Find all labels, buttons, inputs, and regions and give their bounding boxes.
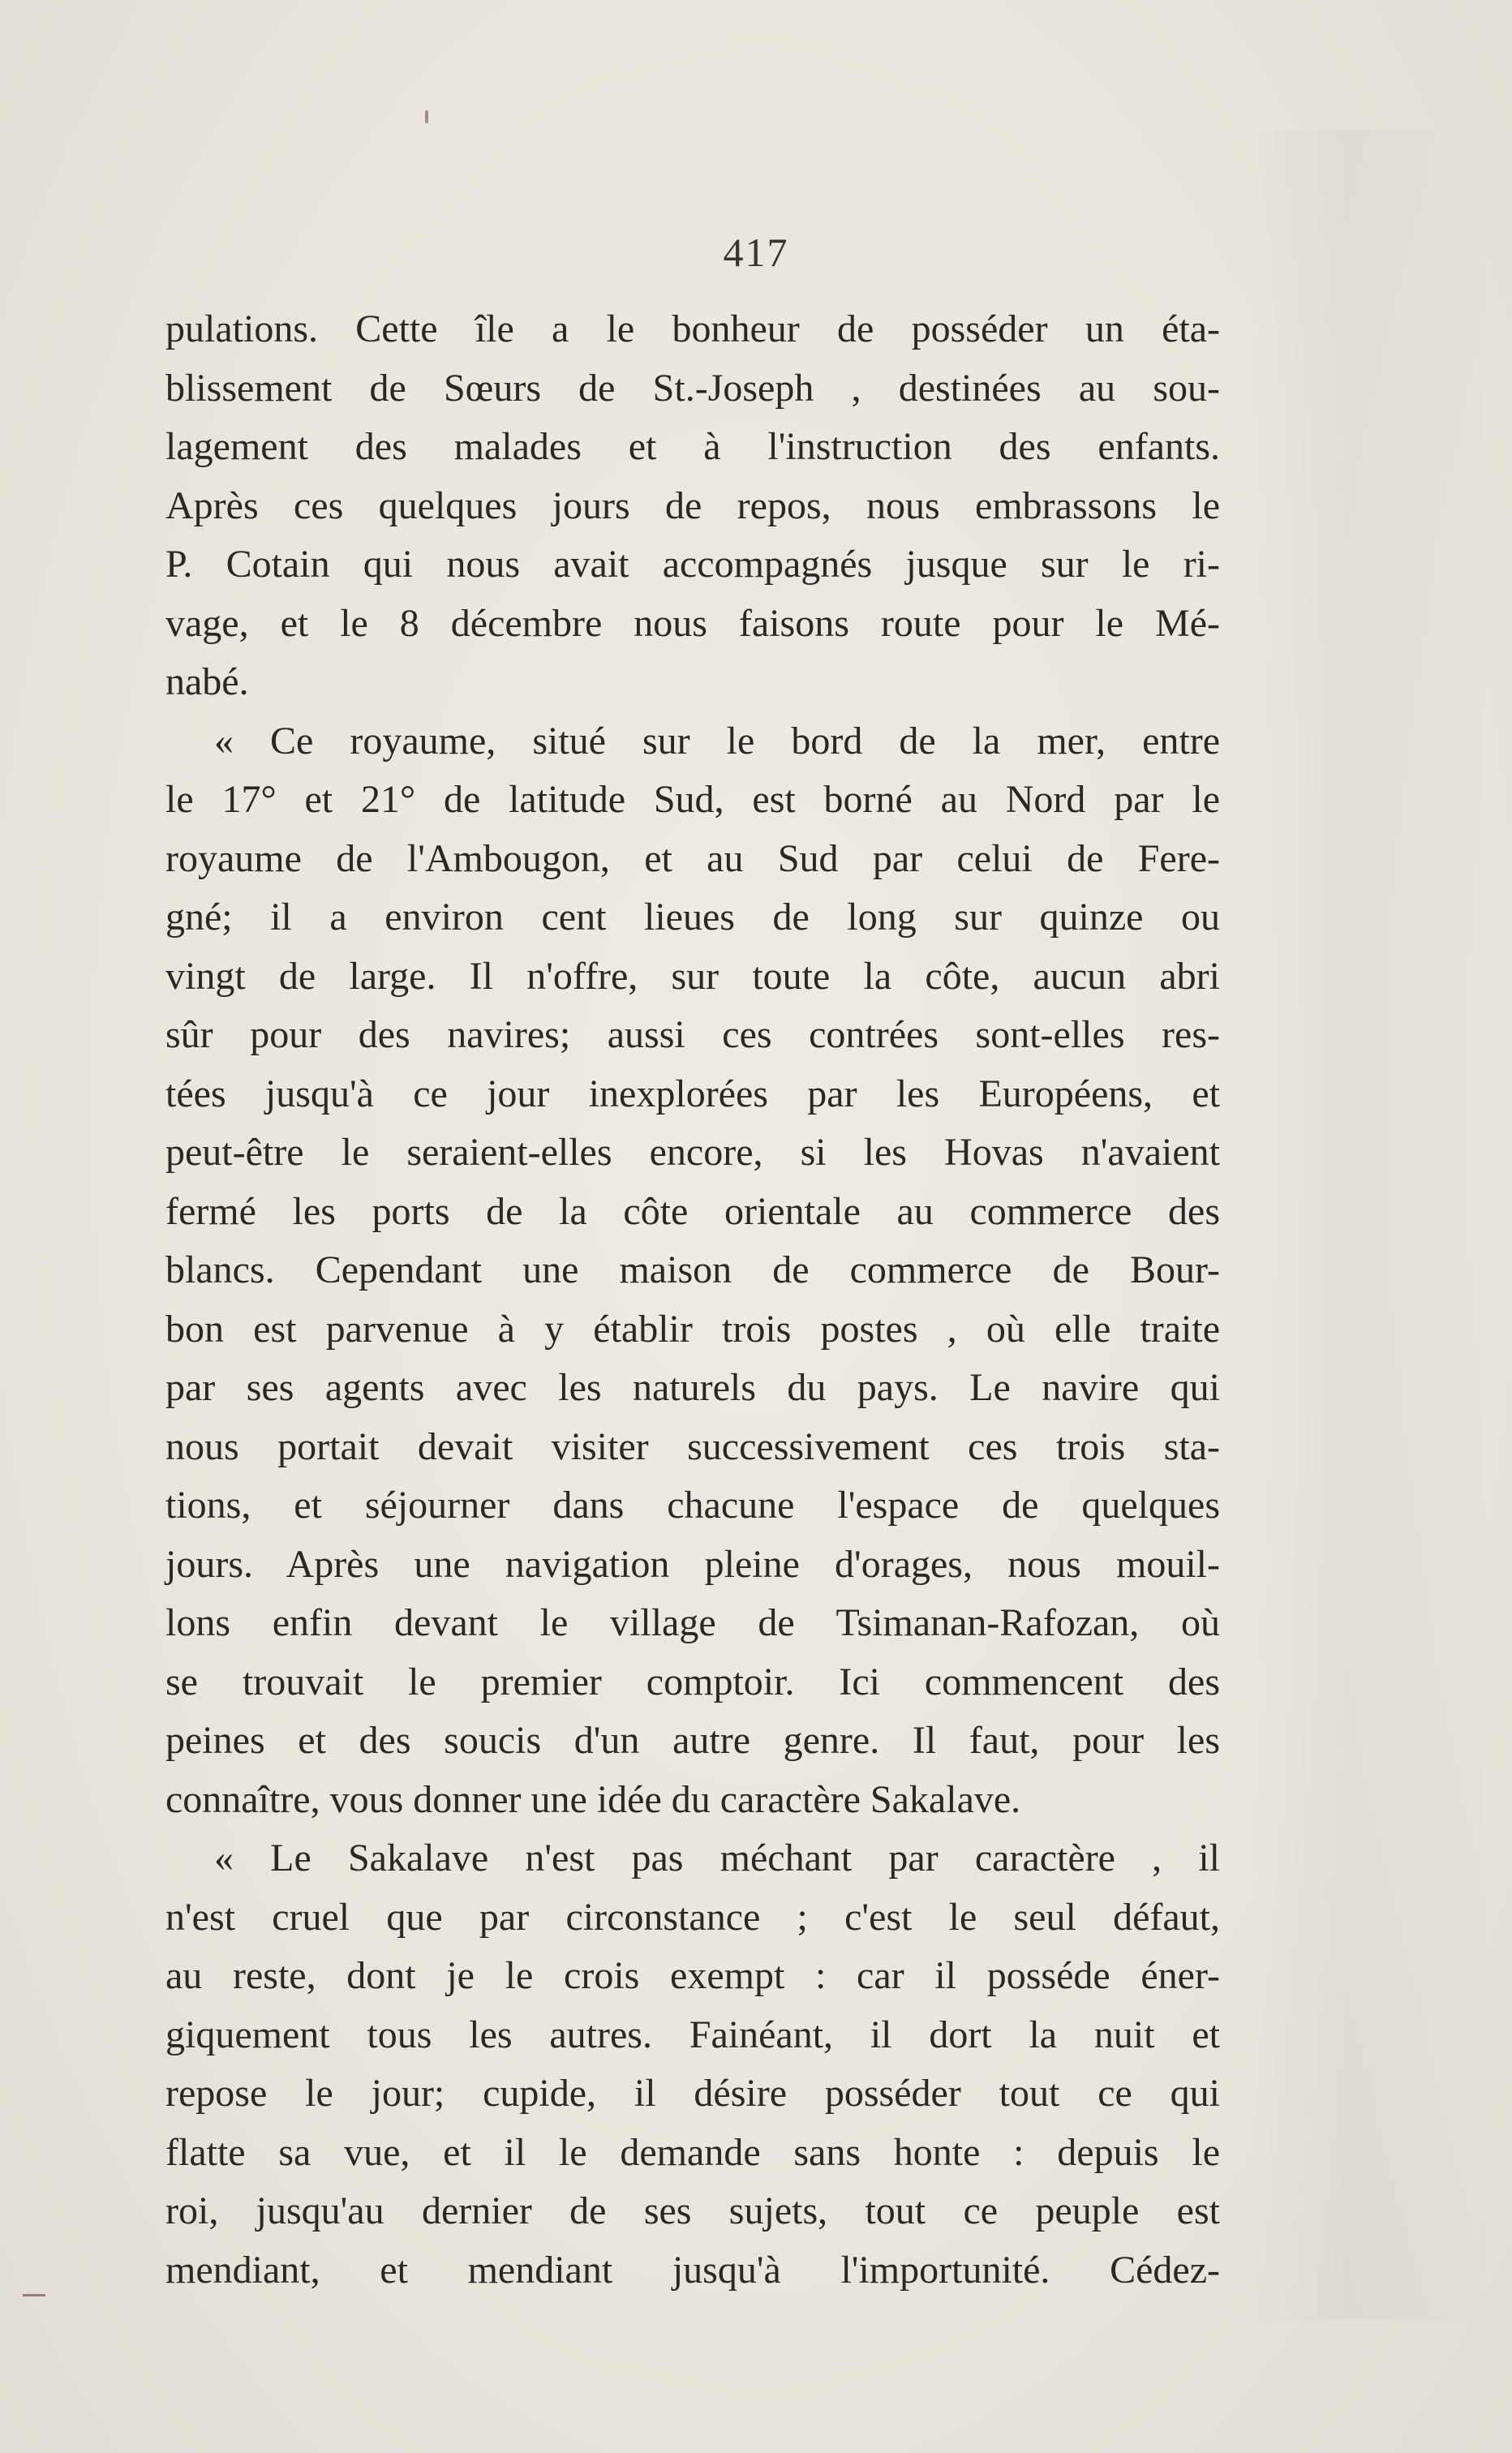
page-number: 417 <box>723 230 789 275</box>
margin-mark <box>23 2294 45 2296</box>
paper-speck <box>425 110 428 123</box>
text-line: par ses agents avec les naturels du pays. Le navire qui <box>165 1366 1220 1409</box>
text-line: vage, et le 8 décembre nous faisons route pour le Mé- <box>165 601 1220 645</box>
text-line: lons enfin devant le village de Tsimanan-Rafozan, où <box>165 1601 1220 1644</box>
text-line: n'est cruel que par circonstance ; c'est le seul défaut, <box>165 1895 1220 1939</box>
show-through-shadow <box>1249 130 1493 2320</box>
text-line: jours. Après une navigation pleine d'orages, nous mouil- <box>165 1542 1220 1586</box>
text-line: repose le jour; cupide, il désire posséder tout ce qui <box>165 2072 1220 2115</box>
text-line: royaume de l'Ambougon, et au Sud par celui de Fere- <box>165 836 1220 880</box>
text-line: blissement de Sœurs de St.-Joseph , destinées au sou- <box>165 366 1220 410</box>
text-line: mendiant, et mendiant jusqu'à l'importunité. Cédez- <box>165 2248 1220 2292</box>
text-line: nous portait devait visiter successivement ces trois sta- <box>165 1424 1220 1468</box>
text-line: blancs. Cependant une maison de commerce de Bour- <box>165 1248 1220 1291</box>
text-line: peut-être le seraient-elles encore, si les Hovas n'avaient <box>165 1131 1220 1174</box>
text-line: P. Cotain qui nous avait accompagnés jusque sur le ri- <box>165 543 1220 586</box>
text-line: Après ces quelques jours de repos, nous embrassons le <box>165 483 1220 527</box>
paragraph-start-line: « Ce royaume, situé sur le bord de la mer, entre <box>214 719 1220 763</box>
text-line: fermé les ports de la côte orientale au commerce des <box>165 1189 1220 1233</box>
text-line: tées jusqu'à ce jour inexplorées par les Européens, et <box>165 1072 1220 1115</box>
text-line: connaître, vous donner une idée du caractère Sakalave. <box>165 1777 1021 1821</box>
text-line: peines et des soucis d'un autre genre. Il faut, pour les <box>165 1719 1220 1762</box>
text-line: roi, jusqu'au dernier de ses sujets, tout ce peuple est <box>165 2189 1220 2232</box>
text-line: gné; il a environ cent lieues de long sur quinze ou <box>165 896 1220 939</box>
text-line: giquement tous les autres. Fainéant, il dort la nuit et <box>165 2013 1220 2056</box>
text-line: bon est parvenue à y établir trois postes , où elle traite <box>165 1307 1220 1351</box>
body-text <box>165 300 1220 2300</box>
text-line: lagement des malades et à l'instruction des enfants. <box>165 425 1220 468</box>
text-line: au reste, dont je le crois exempt : car il posséde éner- <box>165 1954 1220 1997</box>
text-line: se trouvait le premier comptoir. Ici commencent des <box>165 1660 1220 1703</box>
text-line: vingt de large. Il n'offre, sur toute la côte, aucun abri <box>165 954 1220 998</box>
text-line: le 17° et 21° de latitude Sud, est borné au Nord par le <box>165 778 1220 821</box>
text-line: tions, et séjourner dans chacune l'espace de quelques <box>165 1484 1220 1527</box>
text-line: pulations. Cette île a le bonheur de posséder un éta- <box>165 307 1220 350</box>
text-line: sûr pour des navires; aussi ces contrées sont-elles res- <box>165 1013 1220 1056</box>
paragraph-start-line: « Le Sakalave n'est pas méchant par caractère , il <box>214 1837 1220 1879</box>
text-line: nabé. <box>165 660 249 703</box>
text-line: flatte sa vue, et il le demande sans honte : depuis le <box>165 2130 1220 2174</box>
